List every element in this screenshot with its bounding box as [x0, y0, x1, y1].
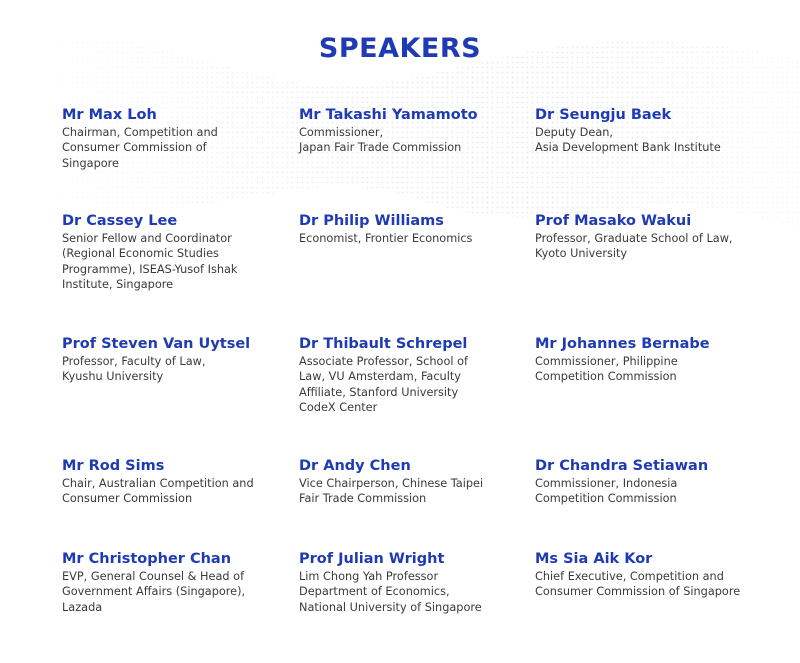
speaker-role: EVP, General Counsel & Head of Government Affairs (Singapore), Lazada — [62, 570, 246, 614]
speaker-name: Dr Chandra Setiawan — [535, 458, 709, 474]
speaker-card — [299, 457, 524, 507]
speaker-role: Vice Chairperson, Chinese Taipei Fair Trade Commission — [299, 477, 484, 506]
speaker-role: Senior Fellow and Coordinator (Regional Economic Studies Programme), ISEAS-Yusof Ishak Institute, Singapore — [62, 232, 238, 292]
speaker-role: Chief Executive, Competition and Consumer Commission of Singapore — [535, 570, 741, 599]
speaker-name: Dr Seungju Baek — [535, 107, 672, 123]
speaker-role: Lim Chong Yah Professor Department of Economics, National University of Singapore — [299, 570, 482, 614]
speaker-role: Commissioner, Indonesia Competition Commission — [535, 477, 678, 506]
speaker-name: Mr Rod Sims — [62, 458, 165, 474]
speaker-role: Commissioner, Japan Fair Trade Commission — [299, 126, 462, 155]
speaker-role: Professor, Graduate School of Law, Kyoto University — [535, 232, 733, 261]
speaker-name: Mr Christopher Chan — [62, 551, 232, 567]
speaker-card — [299, 335, 524, 416]
speaker-role: Associate Professor, School of Law, VU Amsterdam, Faculty Affiliate, Stanford University CodeX Center — [299, 355, 468, 415]
speaker-card — [535, 457, 760, 507]
speaker-name: Prof Masako Wakui — [535, 213, 692, 229]
speaker-name: Prof Julian Wright — [299, 551, 445, 567]
speaker-card — [535, 335, 760, 385]
speaker-name: Dr Philip Williams — [299, 213, 444, 229]
speaker-role: Deputy Dean, Asia Development Bank Institute — [535, 126, 721, 155]
speaker-card — [535, 550, 760, 600]
speaker-card — [535, 212, 760, 262]
speaker-card — [62, 550, 287, 615]
speaker-name: Mr Max Loh — [62, 107, 157, 123]
speaker-role: Economist, Frontier Economics — [299, 232, 473, 245]
speaker-card — [62, 212, 287, 293]
speaker-card — [299, 212, 524, 246]
speaker-role: Commissioner, Philippine Competition Commission — [535, 355, 678, 384]
speaker-name: Dr Andy Chen — [299, 458, 411, 474]
speaker-name: Dr Thibault Schrepel — [299, 336, 468, 352]
speaker-card — [62, 457, 287, 507]
speaker-card — [535, 106, 760, 156]
speaker-card — [62, 106, 287, 171]
speaker-name: Mr Johannes Bernabe — [535, 336, 710, 352]
speaker-card — [62, 335, 287, 385]
speaker-card — [299, 106, 524, 156]
speaker-role: Professor, Faculty of Law, Kyushu University — [62, 355, 206, 384]
speaker-name: Dr Cassey Lee — [62, 213, 178, 229]
speaker-name: Mr Takashi Yamamoto — [299, 107, 478, 123]
speaker-role: Chairman, Competition and Consumer Commission of Singapore — [62, 126, 218, 170]
speaker-name: Prof Steven Van Uytsel — [62, 336, 251, 352]
speaker-role: Chair, Australian Competition and Consumer Commission — [62, 477, 254, 506]
speaker-card — [299, 550, 524, 615]
speaker-name: Ms Sia Aik Kor — [535, 551, 653, 567]
page-title: SPEAKERS — [318, 33, 482, 64]
